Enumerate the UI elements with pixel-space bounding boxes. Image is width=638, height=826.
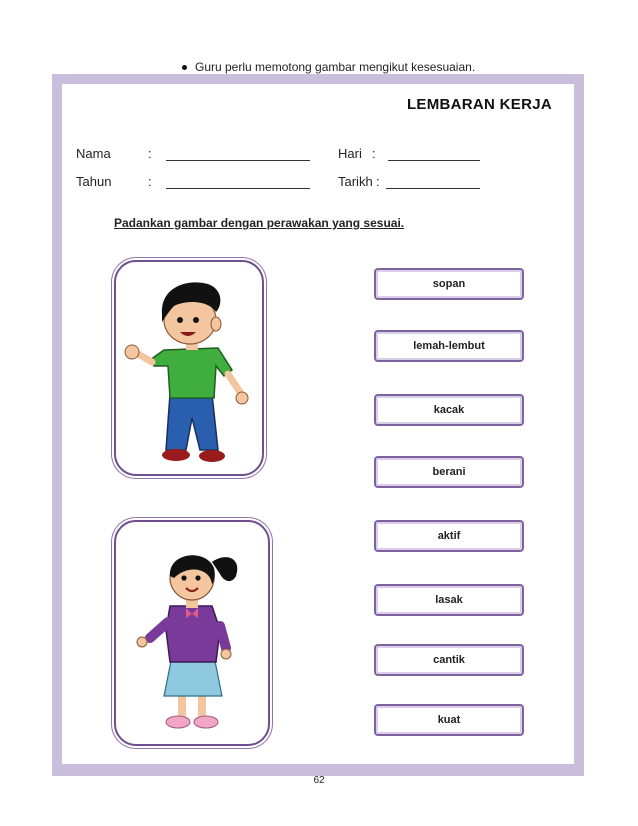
tarikh-colon: : — [376, 174, 380, 189]
boy-illustration-icon — [116, 262, 262, 474]
teacher-note-text: Guru perlu memotong gambar mengikut kesesuaian. — [195, 60, 476, 74]
word-box[interactable]: lasak — [374, 584, 524, 616]
tahun-label: Tahun — [76, 174, 112, 189]
word-box[interactable]: cantik — [374, 644, 524, 676]
nama-colon: : — [148, 146, 152, 161]
word-box[interactable]: berani — [374, 456, 524, 488]
teacher-note — [182, 60, 475, 74]
girl-picture-card[interactable] — [114, 520, 270, 746]
word-box[interactable]: sopan — [374, 268, 524, 300]
word-box[interactable]: kacak — [374, 394, 524, 426]
hari-field[interactable] — [388, 160, 480, 161]
bullet-icon — [182, 65, 187, 70]
word-box[interactable]: lemah-lembut — [374, 330, 524, 362]
tahun-colon: : — [148, 174, 152, 189]
girl-illustration-icon — [116, 522, 268, 744]
nama-field[interactable] — [166, 160, 310, 161]
word-box[interactable]: kuat — [374, 704, 524, 736]
page-number: 62 — [313, 775, 325, 786]
tarikh-label: Tarikh — [338, 174, 373, 189]
word-box[interactable]: aktif — [374, 520, 524, 552]
tahun-field[interactable] — [166, 188, 310, 189]
hari-label: Hari — [338, 146, 362, 161]
student-info — [62, 84, 574, 204]
hari-colon: : — [372, 146, 376, 161]
worksheet — [62, 84, 574, 764]
nama-label: Nama — [76, 146, 111, 161]
worksheet-title: LEMBARAN KERJA — [406, 96, 552, 113]
instruction: Padankan gambar dengan perawakan yang sesuai. — [114, 216, 405, 230]
boy-picture-card[interactable] — [114, 260, 264, 476]
tarikh-field[interactable] — [386, 188, 480, 189]
